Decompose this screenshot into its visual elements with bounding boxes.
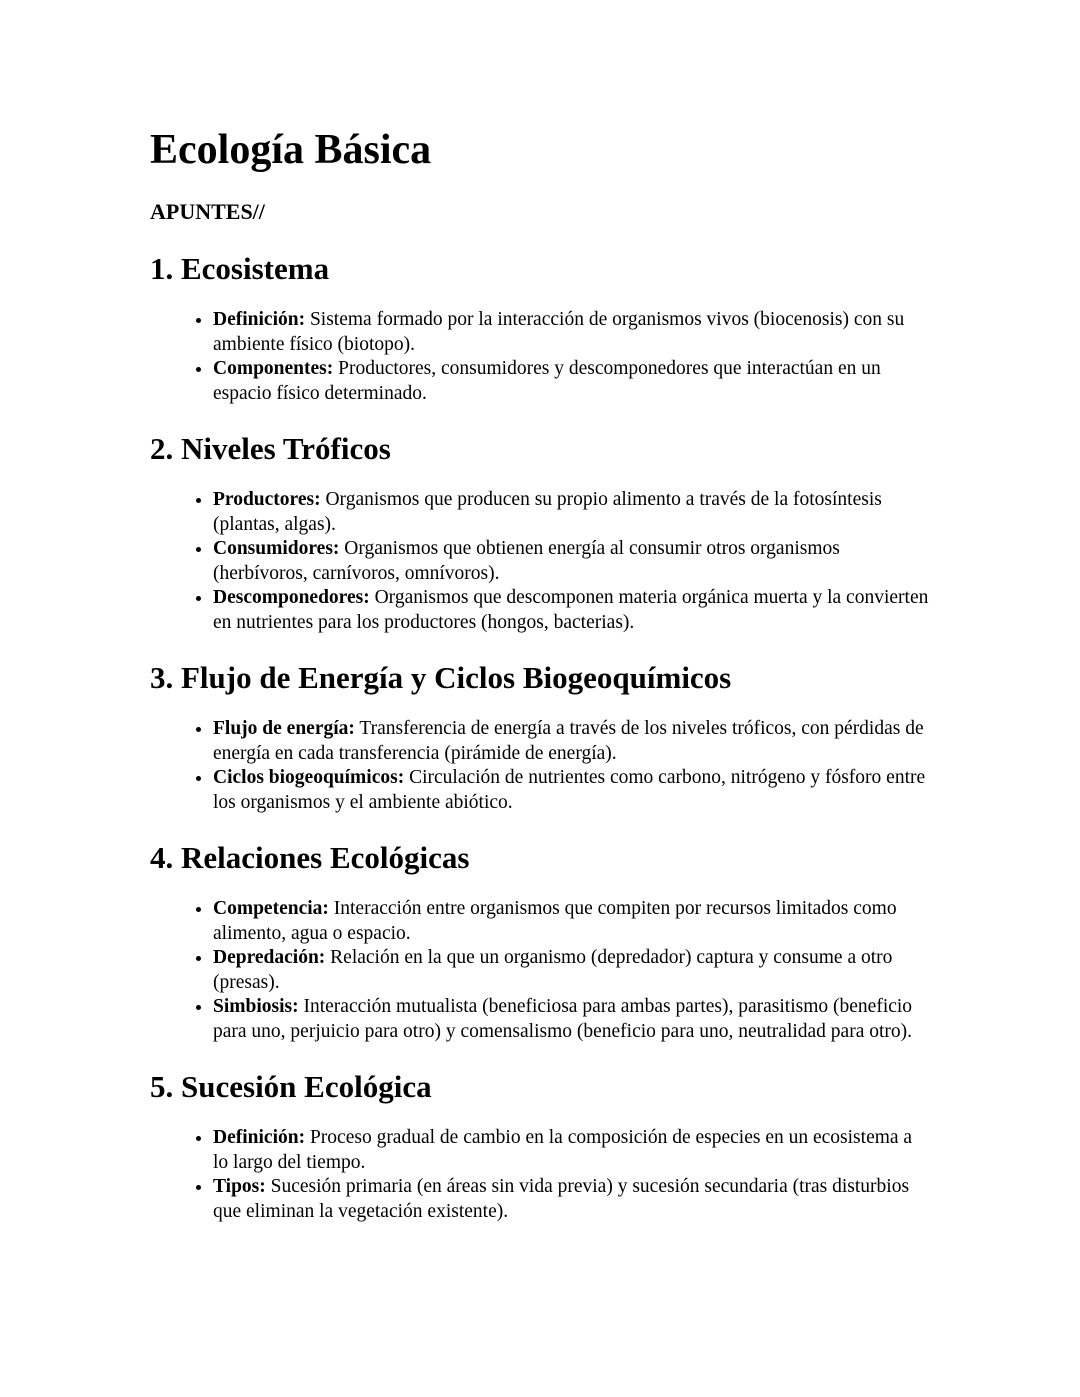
bullet-list — [150, 308, 930, 406]
item-text: Organismos que producen su propio alimento a través de la fotosíntesis (plantas, algas). — [213, 489, 882, 535]
item-text: Sistema formado por la interacción de organismos vivos (biocenosis) con su ambiente físico (biotopo). — [213, 309, 905, 355]
bullet-list — [150, 717, 930, 815]
item-text: Relación en la que un organismo (depredador) captura y consume a otro (presas). — [213, 947, 893, 993]
list-item — [213, 586, 930, 635]
item-text: Organismos que descomponen materia orgánica muerta y la convierten en nutrientes para los productores (hongos, bacterias). — [213, 587, 929, 633]
item-term: Productores: — [213, 489, 321, 510]
list-item — [213, 897, 930, 946]
section-heading: 5. Sucesión Ecológica — [150, 1069, 432, 1104]
item-term: Tipos: — [213, 1176, 266, 1197]
item-term: Consumidores: — [213, 538, 340, 559]
item-term: Simbiosis: — [213, 996, 299, 1017]
bullet-list — [150, 1126, 930, 1224]
list-item — [213, 995, 930, 1044]
document-title: Ecología Básica — [150, 127, 432, 173]
document-subtitle: APUNTES// — [150, 199, 265, 224]
item-text: Sucesión primaria (en áreas sin vida previa) y sucesión secundaria (tras disturbios que eliminan la vegetación existente). — [213, 1176, 910, 1222]
list-item — [213, 1175, 930, 1224]
item-text: Interacción entre organismos que compiten por recursos limitados como alimento, agua o espacio. — [213, 898, 897, 944]
item-term: Flujo de energía: — [213, 718, 355, 739]
list-item — [213, 1126, 930, 1175]
item-term: Componentes: — [213, 358, 334, 379]
item-term: Depredación: — [213, 947, 326, 968]
section-heading: 1. Ecosistema — [150, 251, 330, 286]
list-item — [213, 308, 930, 357]
item-text: Organismos que obtienen energía al consumir otros organismos (herbívoros, carnívoros, omnívoros). — [213, 538, 840, 584]
item-text: Proceso gradual de cambio en la composición de especies en un ecosistema a lo largo del tiempo. — [213, 1127, 913, 1173]
item-text: Transferencia de energía a través de los niveles tróficos, con pérdidas de energía en cada transferencia (pirámide de energía). — [213, 718, 924, 764]
list-item — [213, 357, 930, 406]
list-item — [213, 766, 930, 815]
item-text: Circulación de nutrientes como carbono, nitrógeno y fósforo entre los organismos y el ambiente abiótico. — [213, 767, 926, 813]
item-term: Definición: — [213, 309, 306, 330]
sections — [150, 250, 930, 1224]
item-term: Descomponedores: — [213, 587, 370, 608]
bullet-list — [150, 897, 930, 1044]
bullet-list — [150, 488, 930, 635]
item-term: Competencia: — [213, 898, 329, 919]
document-content — [150, 124, 930, 1248]
list-item — [213, 717, 930, 766]
item-term: Definición: — [213, 1127, 306, 1148]
item-text: Productores, consumidores y descomponedores que interactúan en un espacio físico determinado. — [213, 358, 881, 404]
section-heading: 2. Niveles Tróficos — [150, 431, 391, 466]
list-item — [213, 946, 930, 995]
section-heading: 4. Relaciones Ecológicas — [150, 840, 470, 875]
list-item — [213, 537, 930, 586]
section-heading: 3. Flujo de Energía y Ciclos Biogeoquímicos — [150, 660, 732, 695]
item-text: Interacción mutualista (beneficiosa para ambas partes), parasitismo (beneficio para uno, perjuicio para otro) y comensalismo (beneficio para uno, neutralidad para otro). — [213, 996, 913, 1042]
item-term: Ciclos biogeoquímicos: — [213, 767, 405, 788]
list-item — [213, 488, 930, 537]
